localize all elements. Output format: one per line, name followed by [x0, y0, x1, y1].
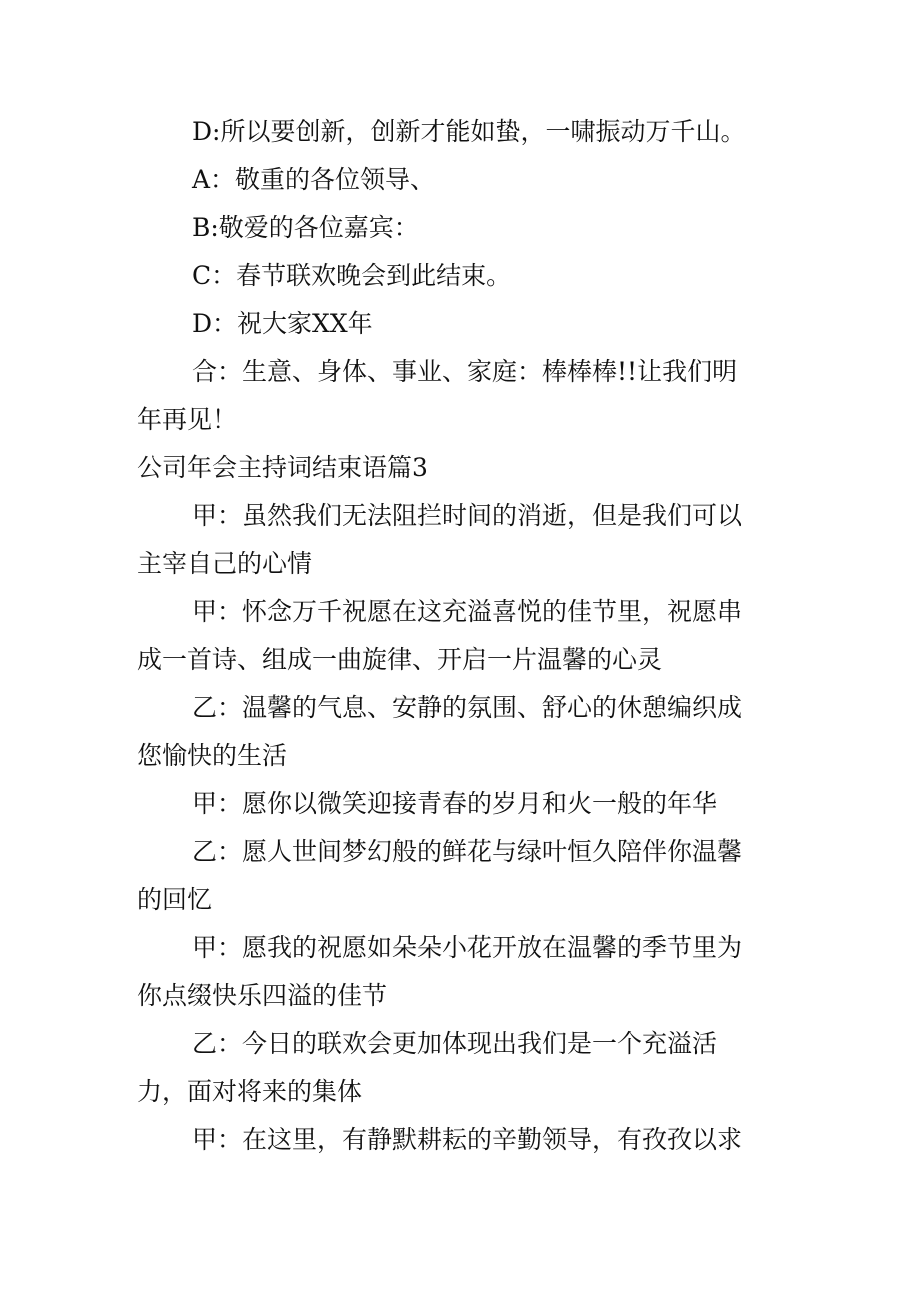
paragraph-line: 甲：愿你以微笑迎接青春的岁月和火一般的年华 [192, 789, 718, 818]
paragraph-line: C：春节联欢晚会到此结束。 [192, 261, 512, 290]
paragraph-line: 你点缀快乐四溢的佳节 [137, 981, 388, 1010]
paragraph-line: D：祝大家XX年 [192, 309, 373, 338]
paragraph-line: B:敬爱的各位嘉宾： [192, 213, 419, 242]
paragraph-line: 甲：在这里，有静默耕耘的辛勤领导，有孜孜以求 [192, 1125, 743, 1154]
paragraph-line: 乙：愿人世间梦幻般的鲜花与绿叶恒久陪伴你温馨 [192, 837, 743, 866]
paragraph-line: 甲：愿我的祝愿如朵朵小花开放在温馨的季节里为 [192, 933, 743, 962]
paragraph-line: D:所以要创新，创新才能如蛰，一啸振动万千山。 [192, 117, 746, 146]
paragraph-line: 主宰自己的心情 [137, 549, 313, 578]
paragraph-line: 年再见！ [137, 405, 238, 434]
paragraph-line: 乙：今日的联欢会更加体现出我们是一个充溢活 [192, 1029, 718, 1058]
paragraph-line: 甲：虽然我们无法阻拦时间的消逝，但是我们可以 [192, 501, 743, 530]
paragraph-line: A：敬重的各位领导、 [192, 165, 436, 194]
section-heading: 公司年会主持词结束语篇3 [137, 453, 428, 482]
paragraph-line: 力，面对将来的集体 [137, 1077, 363, 1106]
paragraph-line: 您愉快的生活 [137, 741, 288, 770]
paragraph-line: 乙：温馨的气息、安静的氛围、舒心的休憩编织成 [192, 693, 743, 722]
document-body [137, 108, 777, 1164]
paragraph-line: 合：生意、身体、事业、家庭：棒棒棒!!让我们明 [192, 357, 738, 386]
paragraph-line: 成一首诗、组成一曲旋律、开启一片温馨的心灵 [137, 645, 663, 674]
paragraph-line: 的回忆 [137, 885, 213, 914]
paragraph-line: 甲：怀念万千祝愿在这充溢喜悦的佳节里，祝愿串 [192, 597, 743, 626]
